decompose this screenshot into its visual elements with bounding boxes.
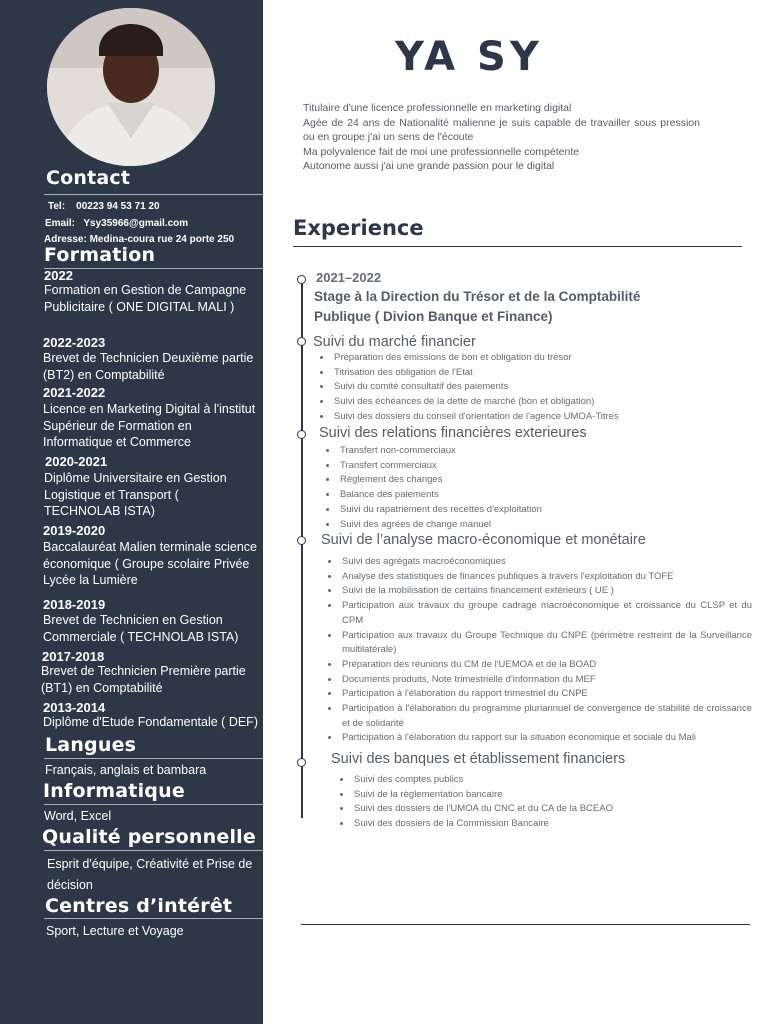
summary-line: Agée de 24 ans de Nationalité malienne je suis capable de travailler sous pression ou en groupe j'ai un sens de l'écoute (303, 116, 700, 143)
task-item: • Balance des paiements (338, 488, 738, 503)
formation-year: 2017-2018 (42, 649, 105, 664)
formation-year: 2020-2021 (45, 454, 108, 469)
formation-degree: Diplôme Universitaire en Gestion Logistique et Transport ( TECHNOLAB ISTA) (44, 471, 227, 518)
task-list (320, 351, 732, 425)
task-item: • Préparation des réunions du CM de l'UEMOA et de la BOAD (340, 658, 752, 673)
phone-value: 00223 94 53 71 20 (76, 201, 160, 212)
task-item: • Suivi des agrées de change manuel (338, 518, 738, 533)
informatique-text: Word, Excel (44, 809, 112, 823)
task-item: • Suivi des dossiers du conseil d'orientation de l'agence UMOA-Titres (332, 410, 732, 425)
section-title: Suivi de l’analyse macro-économique et monétaire (321, 532, 646, 548)
task-item: • Documents produits, Note trimestrielle d'information du MEF (340, 673, 752, 688)
experience-heading: Experience (293, 216, 424, 240)
summary-line: Titulaire d'une licence professionnelle en marketing digital (303, 102, 572, 114)
task-item: • Transfert non-commerciaux (338, 444, 738, 459)
task-item: • Suivi des dossiers de la Commission Bancaire (352, 817, 752, 832)
timeline-dot (297, 758, 306, 767)
informatique-rule (44, 804, 263, 805)
address-value: Medina-coura rue 24 porte 250 (89, 234, 235, 245)
section-title: Suivi des relations financières exterieures (319, 425, 587, 441)
task-item: • Suivi des échéances de la dette de marché (bon et obligation) (332, 395, 732, 410)
formation-year: 2022-2023 (43, 335, 106, 350)
timeline-dot (297, 337, 306, 346)
formation-year: 2022 (44, 268, 73, 283)
timeline-dot (297, 430, 306, 439)
task-item: • Suivi des agrégats macroéconomiques (340, 555, 752, 570)
formation-year: 2021-2022 (43, 385, 106, 400)
qualite-heading: Qualité personnelle (42, 826, 256, 848)
profile-photo (47, 8, 215, 166)
formation-degree: Brevet de Technicien en Gestion Commerciale ( TECHNOLAB ISTA) (43, 613, 239, 644)
interets-heading: Centres d’intérêt (45, 895, 233, 917)
section-title: Suivi des banques et établissement financiers (331, 751, 626, 767)
task-item: • Règlement des changes (338, 473, 738, 488)
task-item: • Participation à l'élaboration du programme pluriannuel de convergence de stabilité de croissance et de solidarité (340, 702, 752, 731)
formation-year: 2019-2020 (43, 523, 106, 538)
task-item: • Suivi du rapatriement des recettes d'exploitation (338, 503, 738, 518)
experience-rule (293, 246, 742, 247)
task-list (326, 444, 738, 532)
task-item: • Participation à l'élaboration du rapport sur la situation économique et sociale du Mali (340, 731, 752, 746)
formation-year: 2018-2019 (43, 597, 106, 612)
task-item: • Titrisation des obligation de l'Etat (332, 366, 732, 381)
task-item: • Suivi des comptes publics (352, 773, 752, 788)
interets-rule (44, 918, 263, 919)
task-item: • Suivi de la mobilisation de certains financement extérieurs ( UE ) (340, 584, 752, 599)
formation-heading: Formation (44, 244, 156, 266)
job-date: 2021–2022 (316, 270, 382, 285)
task-item: • Participation aux travaux du groupe cadrage macroéconomique et croissance du CLSP et du CPM (340, 599, 752, 628)
timeline-line (301, 280, 303, 818)
profile-summary (303, 101, 700, 174)
informatique-heading: Informatique (43, 780, 185, 802)
timeline-dot (297, 536, 306, 545)
sidebar (0, 0, 263, 1024)
contact-email (45, 218, 188, 229)
qualite-text: Esprit d'équipe, Créativité et Prise de décision (47, 857, 253, 892)
formation-degree: Diplôme d'Etude Fondamentale ( DEF) (43, 715, 258, 729)
task-item: • Suivi de la règlementation bancaire (352, 788, 752, 803)
email-label: Email: (45, 218, 76, 229)
phone-label: Tel: (48, 201, 66, 212)
task-list (340, 773, 752, 832)
bottom-rule (301, 924, 750, 925)
task-list (328, 555, 752, 746)
langues-rule (44, 758, 263, 759)
email-value: Ysy35966@gmail.com (83, 218, 189, 229)
qualite-rule (44, 850, 263, 851)
contact-rule (44, 194, 263, 195)
section-title: Suivi du marché financier (313, 334, 476, 350)
job-title: Stage à la Direction du Trésor et de la Comptabilité Publique ( Divion Banque et Finance) (314, 289, 641, 324)
task-item: • Participation aux travaux du Groupe Technique du CNPE (périmètre restreint de la Surveillance multilatérale) (340, 629, 752, 658)
formation-degree: Baccalauréat Malien terminale science économique ( Groupe scolaire Privée Lycée la Lumière (43, 540, 257, 587)
task-item: • Suivi du comité consultatif des paiements (332, 380, 732, 395)
candidate-name: YA SY (395, 34, 543, 80)
task-item: • Participation à l'élaboration du rapport trimestriel du CNPE (340, 687, 752, 702)
task-item: • Suivi des dossiers de l'UMOA du CNC et du CA de la BCEAO (352, 802, 752, 817)
formation-degree: Licence en Marketing Digital à l'institut Supérieur de Formation en Informatique et Commerce (43, 402, 256, 449)
task-item: • Préparation des émissions de bon et obligation du trésor (332, 351, 732, 366)
formation-degree: Formation en Gestion de Campagne Publicitaire ( ONE DIGITAL MALI ) (44, 283, 247, 314)
contact-heading: Contact (46, 167, 131, 189)
formation-rule (44, 268, 263, 269)
formation-year: 2013-2014 (43, 700, 106, 715)
task-item: • Analyse des statistiques de finances publiques à travers l'exploitation du TOFE (340, 570, 752, 585)
formation-degree: Brevet de Technicien Première partie (BT1) en Comptabilité (41, 664, 246, 695)
formation-degree: Brevet de Technicien Deuxième partie (BT2) en Comptabilité (43, 351, 254, 382)
task-item: • Transfert commerciaux (338, 459, 738, 474)
langues-text: Français, anglais et bambara (45, 763, 207, 777)
summary-line: Ma polyvalence fait de moi une professionnelle compétente (303, 145, 580, 158)
timeline-dot (297, 275, 306, 284)
summary-line: Autonome aussi j'ai une grande passion pour le digital (303, 160, 555, 172)
contact-phone (48, 201, 160, 212)
address-label: Adresse: (44, 234, 87, 245)
interets-text: Sport, Lecture et Voyage (46, 924, 184, 938)
langues-heading: Langues (45, 734, 137, 756)
